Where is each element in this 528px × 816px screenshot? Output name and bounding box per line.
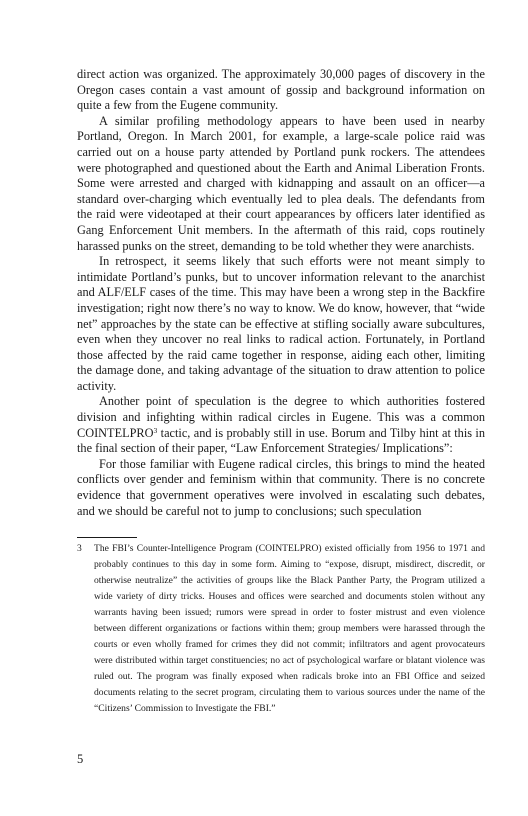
footnote-text: The FBI’s Counter-Intelligence Program (COINTELPRO) existed officially from 1956 to 1971 and probably continues to this day in some form. Aiming to “expose, disrupt, misdirect, discredit, or otherwise neutralize” the activities of groups like the Black Panther Party, the Program utilized a wide variety of dirty tricks. Houses and offices were searched and documents stolen without any warrants having been issued; rumors were spread in order to foster mistrust and even violence between different organizations or factions within them; group members were harassed through the courts or even wholly framed for crimes they did not commit; infiltrators and agent provocateurs were distributed within target constituencies; no act of psychological warfare or blatant violence was ruled out. The program was finally exposed when radicals broke into an FBI Office and seized documents relating to the secret program, circulating them to various sources under the name of the “Citizens’ Commission to Investigate the FBI.” [94,543,485,714]
footnote [77,541,485,717]
body-text [77,67,485,519]
paragraph-speculation [77,394,485,456]
paragraph-retrospect: In retrospect, it seems likely that such efforts were not meant simply to intimidate Portland’s punks, but to uncover information relevant to the anarchist and ALF/ELF cases of the time. This may have been a wrong step in the Backfire investigation; right now there’s no way to know. We do know, however, that “wide net” approaches by the state can be effective at stifling socially aware subcultures, even when they uncover no real links to radical action. Fortunately, in Portland those affected by the raid came together in response, aiding each other, limiting the damage done, and taking advantage of the situation to draw attention to police activity. [77,254,485,393]
paragraph-portland-raid: A similar profiling methodology appears to have been used in nearby Portland, Oregon. In March 2001, for example, a large-scale police raid was carried out on a house party attended by Portland punk rockers. The attendees were photographed and questioned about the Earth and Animal Liberation Fronts. Some were arrested and charged with kidnapping and assault on an officer—a standard over-charging which eventually led to plea deals. The defendants from the raid were videotaped at their court appearances by officers later identified as Gang Enforcement Unit members. In the aftermath of this raid, cops routinely harassed punks on the street, demanding to be told whether they were anarchists. [77,113,485,253]
footnote-divider [77,537,137,538]
paragraph-speculation-text-after: tactic, and is probably still in use. Borum and Tilby hint at this in the final section of their paper, “Law Enforcement Strategies/ Implications”: [77,425,485,456]
footnote-number: 3 [77,543,82,554]
paragraph-speculation-text-before: Another point of speculation is the degree to which authorities fostered division and infighting within radical circles in Eugene. This was a common COINTELPRO [77,394,485,440]
paragraph-continued: direct action was organized. The approximately 30,000 pages of discovery in the Oregon cases contain a vast amount of gossip and background information on quite a few from the Eugene community. [77,67,485,113]
page-number: 5 [77,752,84,766]
paragraph-eugene-circles: For those familiar with Eugene radical circles, this brings to mind the heated conflicts over gender and feminism within that community. There is no concrete evidence that government operatives were involved in escalating such debates, and we should be careful not to jump to conclusions; such speculation [77,456,485,518]
footnote-reference: 3 [153,425,158,435]
